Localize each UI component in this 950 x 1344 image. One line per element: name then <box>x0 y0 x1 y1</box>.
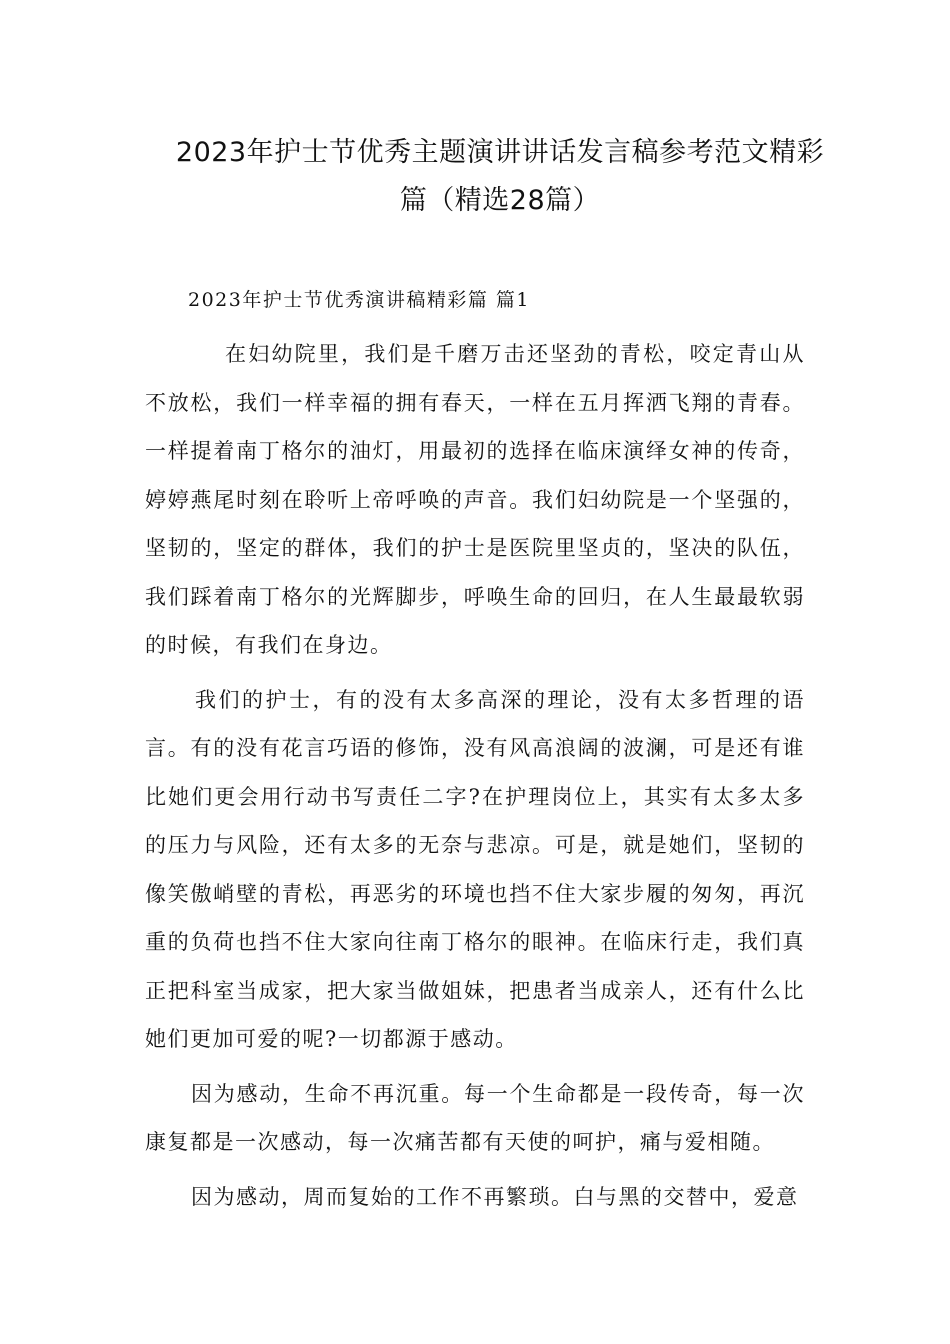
document-title-line1: 2023年护士节优秀主题演讲讲话发言稿参考范文精彩 <box>175 137 825 168</box>
document-body <box>145 330 805 1227</box>
paragraph-3: 因为感动，生命不再沉重。每一个生命都是一段传奇，每一次康复都是一次感动，每一次痛苦都有天使的呵护，痛与爱相随。 <box>145 1081 805 1154</box>
section-heading: 2023年护士节优秀演讲稿精彩篇 篇1 <box>188 289 530 311</box>
document-title-line2: 篇（精选28篇） <box>399 185 601 216</box>
paragraph-2: 我们的护士，有的没有太多高深的理论，没有太多哲理的语言。有的没有花言巧语的修饰，没有风高浪阔的波澜，可是还有谁比她们更会用行动书写责任二字?在护理岗位上，其实有太多太多的压力与风险，还有太多的无奈与悲凉。可是，就是她们，坚韧的像笑傲峭壁的青松，再恶劣的环境也挡不住大家步履的匆匆，再沉重的负荷也挡不住大家向往南丁格尔的眼神。在临床行走，我们真正把科室当成家，把大家当做姐妹，把患者当成亲人，还有什么比她们更加可爱的呢?一切都源于感动。 <box>145 687 805 1051</box>
paragraph-4: 因为感动，周而复始的工作不再繁琐。白与黑的交替中，爱意 <box>191 1184 799 1209</box>
paragraph-1: 在妇幼院里，我们是千磨万击还坚劲的青松，咬定青山从不放松，我们一样幸福的拥有春天，一样在五月挥洒飞翔的青春。一样提着南丁格尔的油灯，用最初的选择在临床演绎女神的传奇，婷婷燕尾时刻在聆听上帝呼唤的声音。我们妇幼院是一个坚强的，坚韧的，坚定的群体，我们的护士是医院里坚贞的，坚决的队伍，我们踩着南丁格尔的光辉脚步，呼唤生命的回归，在人生最最软弱的时候，有我们在身边。 <box>145 342 805 657</box>
